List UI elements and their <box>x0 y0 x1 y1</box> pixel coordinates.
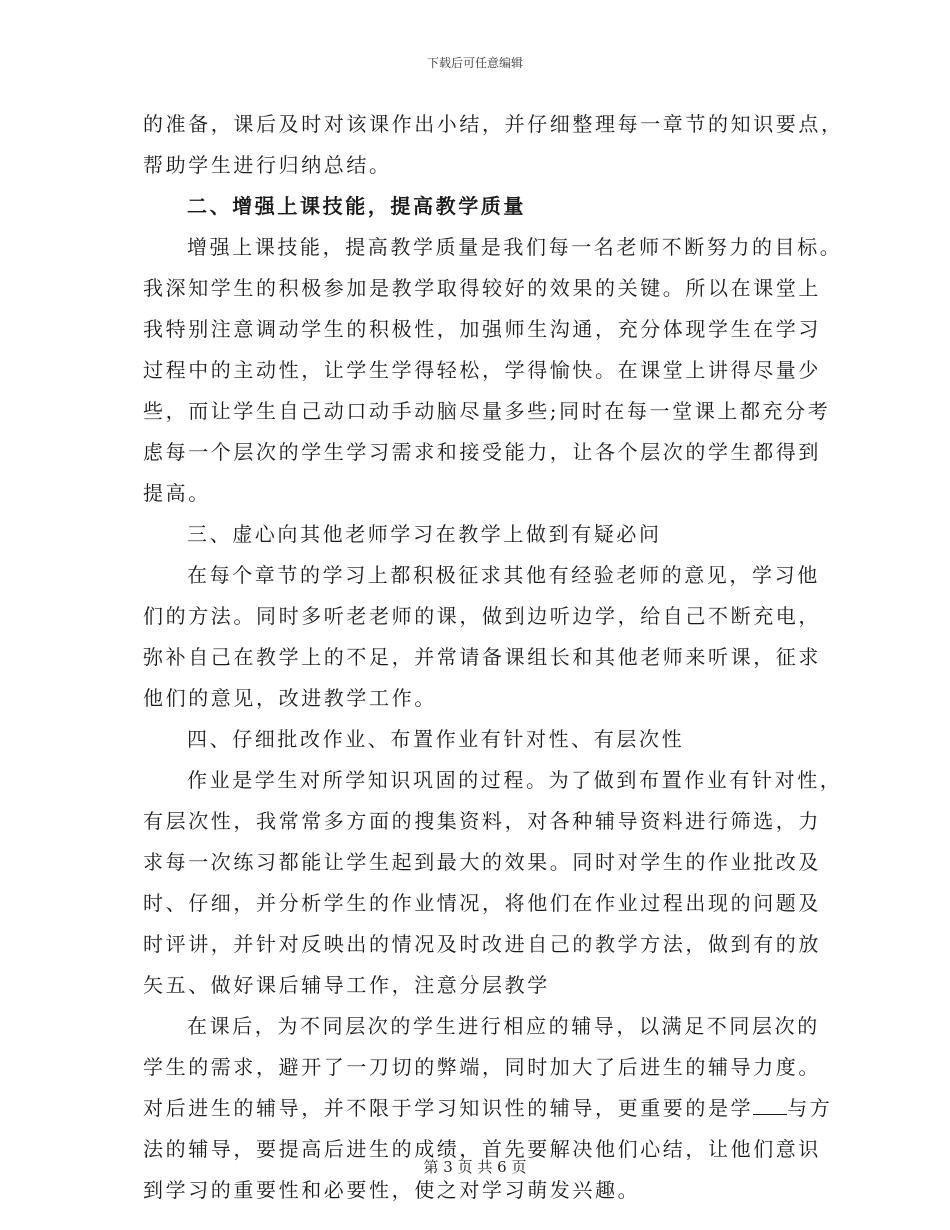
section-heading-2: 二、增强上课技能，提高教学质量 <box>187 194 526 218</box>
paragraph-line: 矢五、做好课后辅导工作，注意分层教学 <box>143 973 550 997</box>
paragraph-line: 提高。 <box>143 481 211 505</box>
paragraph-line: 我特别注意调动学生的积极性，加强师生沟通，充分体现学生在学习 <box>143 317 821 341</box>
section-heading-3: 三、虚心向其他老师学习在教学上做到有疑必问 <box>187 522 662 546</box>
paragraph-line: 法的辅导，要提高后进生的成绩，首先要解决他们心结，让他们意识 <box>143 1137 821 1161</box>
paragraph-line: 时、仔细，并分析学生的作业情况，将他们在作业过程出现的问题及 <box>143 891 821 915</box>
paragraph-line: 他们的意见，改进教学工作。 <box>143 686 437 710</box>
paragraph-line: 作业是学生对所学知识巩固的过程。为了做到布置作业有针对性， <box>187 768 843 792</box>
header-note: 下载后可任意编辑 <box>426 56 523 70</box>
paragraph-line: 增强上课技能，提高教学质量是我们每一名老师不断努力的目标。 <box>187 235 843 259</box>
paragraph-line: 些，而让学生自己动口动手动脑尽量多些;同时在每一堂课上都充分考 <box>143 399 831 423</box>
paragraph-line-end: 与方 <box>787 1096 833 1120</box>
paragraph-line: 时评讲，并针对反映出的情况及时改进自己的教学方法，做到有的放 <box>143 932 821 956</box>
document-body <box>143 104 844 1211</box>
paragraph-line: 我深知学生的积极参加是教学取得较好的效果的关键。所以在课堂上 <box>143 276 821 300</box>
fill-in-blank <box>753 1092 787 1115</box>
paragraph-line: 在每个章节的学习上都积极征求其他有经验老师的意见，学习他 <box>187 563 820 587</box>
paragraph-line: 们的方法。同时多听老老师的课，做到边听边学，给自己不断充电， <box>143 604 821 628</box>
paragraph-line: 到学习的重要性和必要性，使之对学习萌发兴趣。 <box>143 1178 641 1202</box>
paragraph-line <box>143 1088 833 1129</box>
paragraph-line-start: 对后进生的辅导，并不限于学习知识性的辅导，更重要的是学 <box>143 1096 754 1120</box>
paragraph-line: 求每一次练习都能让学生起到最大的效果。同时对学生的作业批改及 <box>143 850 821 874</box>
page-indicator: 第 3 页 共 6 页 <box>423 1158 527 1176</box>
paragraph-line: 过程中的主动性，让学生学得轻松，学得愉快。在课堂上讲得尽量少 <box>143 358 821 382</box>
paragraph-line: 有层次性，我常常多方面的搜集资料，对各种辅导资料进行筛选，力 <box>143 809 821 833</box>
paragraph-line: 学生的需求，避开了一刀切的弊端，同时加大了后进生的辅导力度。 <box>143 1055 821 1079</box>
paragraph-line: 帮助学生进行归纳总结。 <box>143 153 392 177</box>
paragraph-line: 在课后，为不同层次的学生进行相应的辅导，以满足不同层次的 <box>187 1014 820 1038</box>
paragraph-line: 的准备，课后及时对该课作出小结，并仔细整理每一章节的知识要点， <box>143 112 844 136</box>
section-heading-4: 四、仔细批改作业、布置作业有针对性、有层次性 <box>187 727 685 751</box>
paragraph-line: 弥补自己在教学上的不足，并常请备课组长和其他老师来听课，征求 <box>143 645 821 669</box>
paragraph-line: 虑每一个层次的学生学习需求和接受能力，让各个层次的学生都得到 <box>143 440 821 464</box>
